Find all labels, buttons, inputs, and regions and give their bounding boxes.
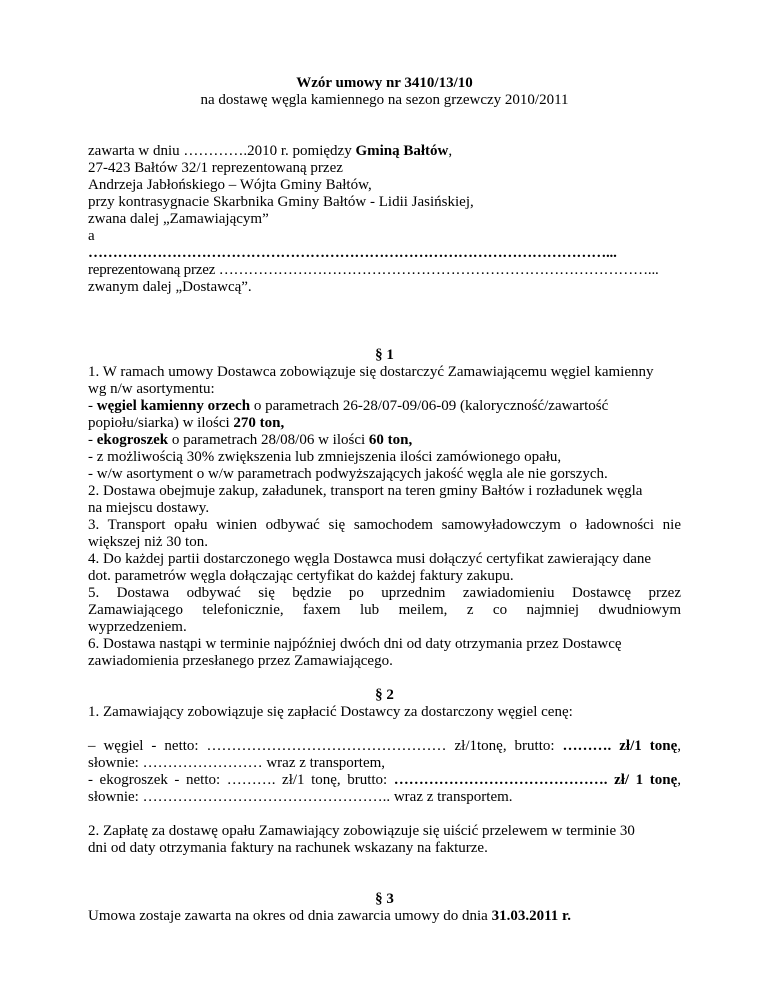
text-run: popiołu/siarka) w ilości <box>88 415 234 431</box>
text-run: – węgiel - netto: ………………………………………… zł/1tonę, brutto: <box>88 738 563 754</box>
price-field: ……………………………………. zł/ 1 tonę <box>393 772 678 788</box>
text-run: , <box>677 738 681 754</box>
paragraph-line: 2. Dostawa obejmuje zakup, załadunek, transport na teren gminy Bałtów i rozładunek węgla <box>88 483 643 499</box>
parties-line: zwana dalej „Zamawiającym” <box>88 211 269 227</box>
paragraph-line: Zamawiającego telefonicznie, faxem lub meilem, z co najmniej dwudniowym <box>88 602 681 618</box>
paragraph-line: wg n/w asortymentu: <box>88 381 215 397</box>
text-run: Umowa zostaje zawarta na okres od dnia zawarcia umowy do dnia <box>88 908 492 924</box>
paragraph-line: 6. Dostawa nastąpi w terminie najpóźniej dwóch dni od daty otrzymania przez Dostawcę <box>88 636 622 652</box>
paragraph-line: zawiadomienia przesłanego przez Zamawiającego. <box>88 653 393 669</box>
parties-line: 27-423 Bałtów 32/1 reprezentowaną przez <box>88 160 343 176</box>
paragraph-line: dot. parametrów węgla dołączając certyfikat do każdej faktury zakupu. <box>88 568 514 584</box>
paragraph-line: 1. Zamawiający zobowiązuje się zapłacić Dostawcy za dostarczony węgiel cenę: <box>88 704 573 720</box>
parties-line: a <box>88 228 95 244</box>
paragraph-line: 4. Do każdej partii dostarczonego węgla Dostawca musi dołączyć certyfikat zawierający dane <box>88 551 652 567</box>
parties-line: Andrzeja Jabłońskiego – Wójta Gminy Bałtów, <box>88 177 372 193</box>
section-3-heading: § 3 <box>375 891 394 907</box>
end-date: 31.03.2011 r. <box>491 908 572 924</box>
product-name: ekogroszek <box>96 432 169 448</box>
paragraph-line: 3. Transport opału winien odbywać się samochodem samowyładowczym o ładowności nie <box>88 517 681 533</box>
bullet-item: - w/w asortyment o w/w parametrach podwyższających jakość węgla ale nie gorszych. <box>88 466 608 482</box>
paragraph-line: 2. Zapłatę za dostawę opału Zamawiający zobowiązuje się uiścić przelewem w terminie 30 <box>88 823 635 839</box>
bullet-item: - z możliwością 30% zwiększenia lub zmniejszenia ilości zamówionego opału, <box>88 449 562 465</box>
paragraph-line: dni od daty otrzymania faktury na rachunek wskazany na fakturze. <box>88 840 488 856</box>
text-run: , <box>677 772 681 788</box>
quantity: 60 ton, <box>368 432 413 448</box>
text-run: - ekogroszek - netto: ………. zł/1 tonę, brutto: <box>88 772 394 788</box>
party-name: Gminą Bałtów <box>355 143 449 159</box>
price-words-line: słownie: …………………… wraz z transportem, <box>88 755 386 771</box>
text-run: o parametrach 28/08/06 w ilości <box>168 432 369 448</box>
contractor-name-blank: ……………………………………………………………………………………………... <box>88 245 617 261</box>
paragraph-line: 5. Dostawa odbywać się będzie po uprzednim zawiadomieniu Dostawcę przez <box>88 585 681 601</box>
document-subtitle: na dostawę węgla kamiennego na sezon grzewczy 2010/2011 <box>200 92 569 108</box>
contract-document <box>88 75 681 925</box>
price-words-line: słownie: ………………………………………….. wraz z transportem. <box>88 789 513 805</box>
section-1 <box>88 364 681 670</box>
bullet-item <box>88 432 681 449</box>
paragraph-line: wyprzedzeniem. <box>88 619 187 635</box>
text-run: - <box>88 432 97 448</box>
price-line <box>88 738 681 755</box>
price-line <box>88 772 681 789</box>
price-field: ………. zł/1 tonę <box>562 738 678 754</box>
paragraph-line: większej niż 30 ton. <box>88 534 208 550</box>
text-run: - <box>88 398 97 414</box>
document-title: Wzór umowy nr 3410/13/10 <box>296 75 473 91</box>
bullet-item <box>88 398 681 415</box>
section-2 <box>88 704 681 857</box>
parties-line: zwanym dalej „Dostawcą”. <box>88 279 252 295</box>
bullet-item-cont <box>88 415 681 432</box>
quantity: 270 ton, <box>233 415 285 431</box>
parties-line <box>88 143 681 160</box>
paragraph-line: 1. W ramach umowy Dostawca zobowiązuje się dostarczyć Zamawiającemu węgiel kamienny <box>88 364 654 380</box>
parties-line: reprezentowaną przez ……………………………………………………………………………... <box>88 262 659 278</box>
text-run: , <box>448 143 453 159</box>
parties-line: przy kontrasygnacie Skarbnika Gminy Bałtów - Lidii Jasińskiej, <box>88 194 474 210</box>
text-run: zawarta w dniu ………….2010 r. pomiędzy <box>88 143 356 159</box>
paragraph-line <box>88 908 681 925</box>
parties-section <box>88 143 681 296</box>
product-name: węgiel kamienny orzech <box>96 398 251 414</box>
text-run: o parametrach 26-28/07-09/06-09 (kaloryczność/zawartość <box>250 398 609 414</box>
paragraph-line: na miejscu dostawy. <box>88 500 210 516</box>
section-1-heading: § 1 <box>375 347 394 363</box>
section-2-heading: § 2 <box>375 687 394 703</box>
section-3 <box>88 908 681 925</box>
